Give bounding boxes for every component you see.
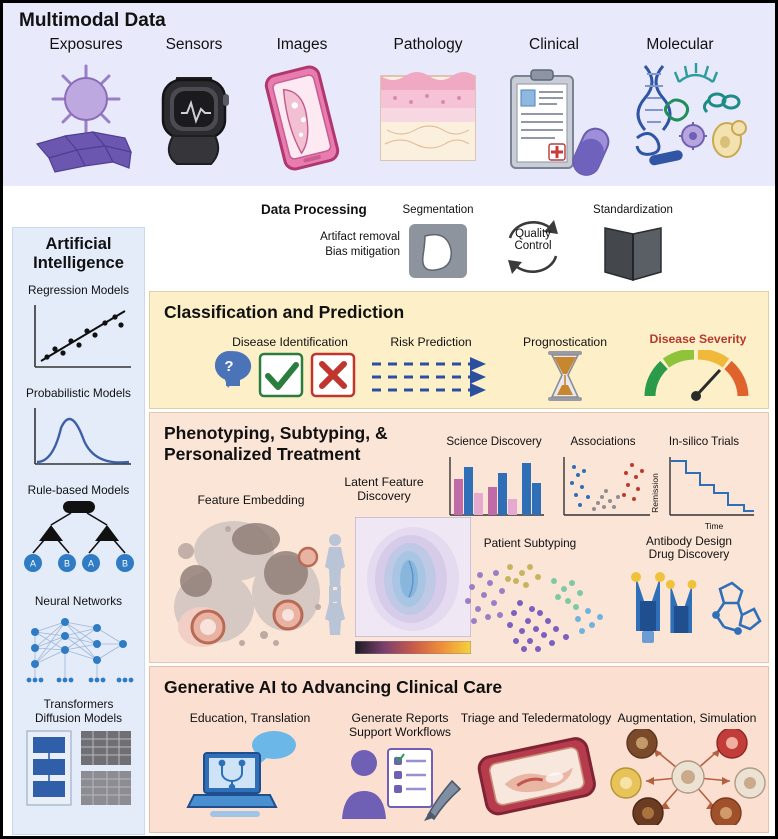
sub-label-line-1: Latent Feature [344, 475, 424, 489]
histology-section-icon [367, 58, 489, 176]
sidebar-title-line-2: Intelligence [33, 254, 124, 272]
teleconsult-device-icon [468, 733, 608, 826]
neural-network-icon [13, 610, 144, 693]
sub-label-line-1: Antibody Design [646, 534, 732, 548]
sub-label-line-2: Drug Discovery [648, 547, 730, 561]
smartwatch-icon [133, 58, 255, 176]
sub-label-disease-severity: Disease Severity [649, 332, 747, 346]
sidebar-item-probabilistic-models [13, 386, 144, 477]
band-title: Multimodal Data [19, 10, 166, 31]
body-silhouettes-icon [318, 531, 352, 646]
sub-label-patient-subtyping: Patient Subtyping [483, 536, 577, 550]
report-generation-icon [332, 743, 472, 830]
clipboard-record-and-pill-icon [493, 58, 615, 176]
svg-text:Time: Time [704, 521, 724, 531]
modality-label: Images [276, 36, 328, 53]
sub-label-augmentation-simulation: Augmentation, Simulation [617, 711, 757, 725]
processing-label-standardization: Standardization [593, 204, 673, 216]
panel-title-line-2: Personalized Treatment [164, 444, 361, 464]
qc-line-1: Quality [515, 228, 551, 240]
cell-augmentation-icon [608, 729, 768, 830]
svg-text:B: B [121, 558, 128, 569]
volcano-plot-icon [554, 453, 654, 528]
modality-clinical [493, 36, 615, 176]
scatter-with-trendline-icon [13, 299, 144, 380]
transformer-blocks-icon [13, 727, 144, 814]
sub-label-risk-prediction: Risk Prediction [390, 335, 472, 349]
modality-pathology [367, 36, 489, 176]
processing-subtitle-line-2: Bias mitigation [325, 246, 400, 258]
processing-title: Data Processing [261, 202, 367, 217]
panel-title: Generative AI to Advancing Clinical Care [164, 677, 503, 697]
sidebar-item-label: Neural Networks [34, 594, 123, 608]
dna-protein-cell-icon [619, 58, 741, 176]
sidebar-item-label [13, 697, 144, 725]
modality-label: Pathology [393, 36, 463, 53]
tsne-cluster-icon [168, 511, 334, 662]
svg-text:Remission: Remission [650, 473, 660, 513]
processing-subtitle-line-1: Artifact removal [320, 231, 400, 243]
sub-label-disease-identification: Disease Identification [232, 335, 348, 349]
panel-title-line-1: Phenotyping, Subtyping, & [164, 423, 388, 443]
sidebar-item-label: Rule-based Models [27, 483, 130, 497]
hourglass-icon [538, 349, 592, 408]
svg-text:A: A [87, 558, 94, 569]
svg-text:A: A [29, 558, 36, 569]
sidebar-item-regression-models [13, 283, 144, 380]
sub-label-science-discovery: Science Discovery [446, 435, 542, 448]
sidebar-item-label-line-1: Transformers [43, 697, 114, 711]
sidebar-item-label-line-2: Diffusion Models [35, 711, 122, 725]
panel-title [164, 423, 388, 465]
kaplan-meier-curve-icon [648, 453, 760, 538]
sub-label-associations: Associations [570, 435, 636, 448]
sidebar-item-neural-networks [13, 594, 144, 693]
smartphone-skin-photo-icon [241, 58, 363, 176]
question-check-cross-icon [212, 350, 372, 407]
sub-label-feature-embedding: Feature Embedding [197, 493, 305, 507]
sub-label-line-2: Discovery [357, 489, 411, 503]
sidebar-item-label: Probabilistic Models [26, 386, 131, 400]
modality-molecular [619, 36, 741, 176]
modality-label: Exposures [49, 36, 123, 53]
sub-label-triage-and-teledermatology: Triage and Teledermatology [460, 711, 612, 725]
panel-generative-ai [149, 666, 769, 833]
modality-label: Sensors [165, 36, 223, 53]
qc-line-2: Control [514, 240, 552, 252]
sub-label-antibody-design-drug-discovery [616, 535, 762, 561]
panel-title: Classification and Prediction [164, 302, 405, 322]
sun-and-environment-icon [25, 58, 147, 176]
dashed-arrows-icon [366, 356, 498, 403]
sidebar-item-label: Regression Models [28, 283, 129, 297]
processing-label-segmentation: Segmentation [402, 204, 474, 216]
modality-exposures [25, 36, 147, 176]
multimodal-data-band [3, 3, 775, 187]
processing-subtitle [265, 230, 400, 260]
laptop-chat-icon [186, 729, 314, 828]
sub-label-line-1: Generate Reports [351, 711, 449, 725]
sidebar-item-rule-based-models [13, 483, 144, 588]
panel-classification-and-prediction [149, 291, 769, 409]
sub-label-in-silico-trials: In-silico Trials [668, 435, 740, 448]
panel-phenotyping-subtyping-personalized-treatment [149, 412, 769, 663]
sidebar-item-transformers-diffusion-models [13, 697, 144, 814]
segmentation-mask-icon [407, 222, 469, 285]
grouped-bar-chart-icon [440, 453, 548, 528]
artificial-intelligence-sidebar [12, 227, 145, 835]
modality-label: Clinical [529, 36, 579, 53]
modality-sensors [133, 36, 255, 176]
book-icon [599, 222, 667, 287]
svg-text:B: B [63, 558, 70, 569]
sub-label-prognostication: Prognostication [522, 335, 607, 349]
svg-text:?: ? [224, 358, 234, 375]
modality-label: Molecular [646, 36, 714, 53]
sidebar-title-line-1: Artificial [45, 235, 112, 253]
modality-images [241, 36, 363, 176]
subtype-scatter-icon [450, 555, 620, 664]
sidebar-title [13, 235, 144, 273]
sub-label-education-translation: Education, Translation [189, 711, 311, 725]
sub-label-latent-feature-discovery [326, 475, 442, 503]
decision-tree-icon [13, 499, 144, 588]
gauge-icon [642, 350, 754, 407]
antibody-molecule-icon [620, 571, 762, 662]
bell-curve-icon [13, 402, 144, 477]
processing-label-quality-control [500, 228, 566, 252]
sub-label-line-2: Support Workflows [348, 725, 452, 739]
